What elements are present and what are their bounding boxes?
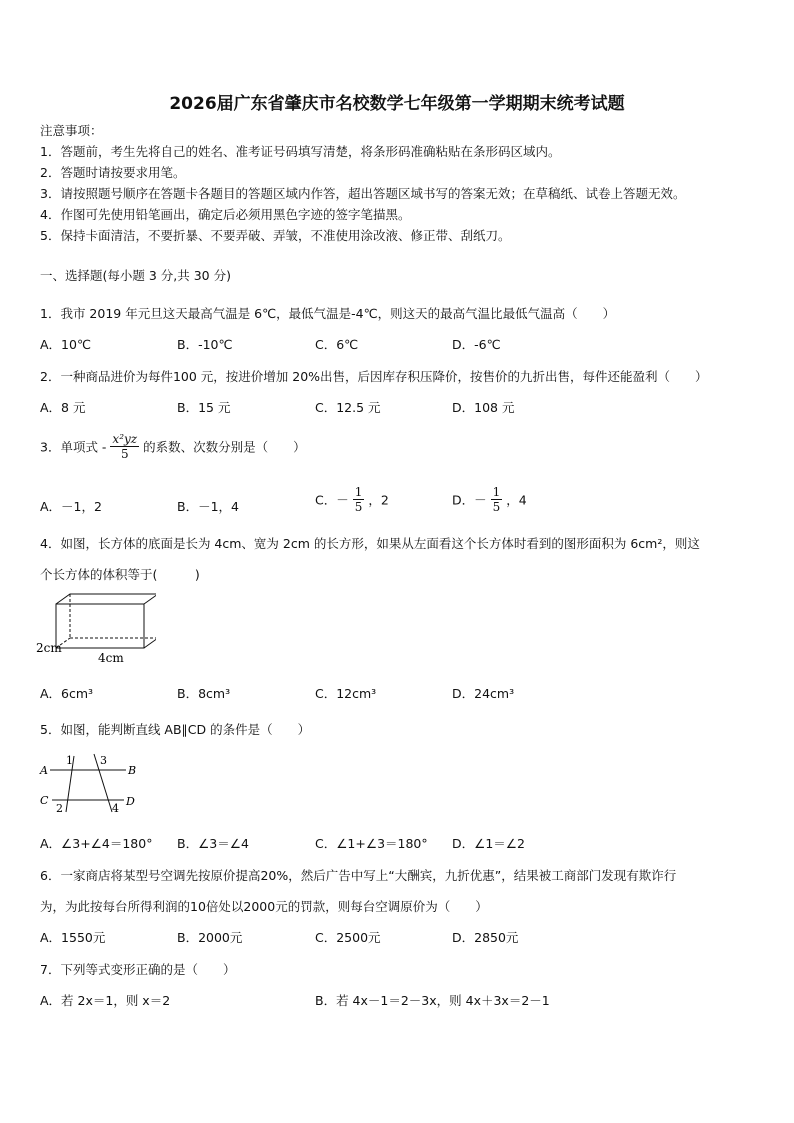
question-4-stem-line2: 个长方体的体积等于( ) — [40, 567, 200, 582]
q6-option-c: C．2500元 — [315, 930, 381, 945]
q5-option-d: D．∠1＝∠2 — [452, 836, 525, 851]
question-1-stem: 1．我市 2019 年元旦这天最高气温是 6℃，最低气温是-4℃，则这天的最高气温比最低气温高（ ） — [40, 306, 616, 321]
q3-option-c — [315, 485, 389, 514]
angle-label-1: 1 — [66, 754, 73, 767]
q6-option-a: A．1550元 — [40, 930, 106, 945]
q3-stem-prefix: 3．单项式 - — [40, 439, 107, 455]
q6-option-b: B．2000元 — [177, 930, 243, 945]
q4-option-c: C．12cm³ — [315, 686, 377, 701]
q3-option-d-prefix: D．－ — [452, 492, 487, 508]
label-c: C — [40, 794, 49, 807]
angle-label-4: 4 — [112, 802, 119, 815]
angle-label-2: 2 — [56, 802, 63, 815]
q3-monomial-fraction — [110, 432, 139, 461]
q1-option-b: B．-10℃ — [177, 337, 233, 352]
notice-heading: 注意事项： — [40, 123, 103, 138]
q3-option-d-fraction — [491, 485, 503, 514]
notice-item: 2．答题时请按要求用笔。 — [40, 165, 186, 180]
label-a: A — [40, 764, 48, 777]
q1-option-c: C．6℃ — [315, 337, 359, 352]
angle-label-3: 3 — [100, 754, 107, 767]
q5-option-b: B．∠3＝∠4 — [177, 836, 249, 851]
question-4-stem-line1: 4．如图，长方体的底面是长为 4cm、宽为 2cm 的长方形，如果从左面看这个长方体时看到的图形面积为 6cm²，则这 — [40, 536, 700, 551]
q6-option-d: D．2850元 — [452, 930, 519, 945]
q3-option-c-prefix: C．－ — [315, 492, 349, 508]
q5-option-c: C．∠1+∠3＝180° — [315, 836, 428, 851]
notice-item: 5．保持卡面清洁，不要折暴、不要弄破、弄皱，不准使用涂改液、修正带、刮纸刀。 — [40, 228, 511, 243]
q4-option-a: A．6cm³ — [40, 686, 94, 701]
q3-option-d-suffix: ，4 — [506, 492, 527, 508]
q5-option-a: A．∠3+∠4＝180° — [40, 836, 153, 851]
page-title: 2026届广东省肇庆市名校数学七年级第一学期期末统考试题 — [169, 94, 625, 114]
parallel-lines-figure — [36, 750, 146, 818]
q7-option-b: B．若 4x－1＝2－3x，则 4x＋3x＝2－1 — [315, 993, 550, 1008]
q3-option-c-denominator: 5 — [354, 500, 363, 514]
q4-option-d: D．24cm³ — [452, 686, 515, 701]
q3-option-b: B．－1，4 — [177, 499, 239, 514]
notice-item: 1．答题前，考生先将自己的姓名、准考证号码填写清楚，将条形码准确粘贴在条形码区域内。 — [40, 144, 561, 159]
q1-option-d: D．-6℃ — [452, 337, 501, 352]
q3-stem-suffix: 的系数、次数分别是（ ） — [143, 439, 306, 455]
q3-option-d-denominator: 5 — [492, 500, 501, 514]
q3-fraction-denominator: 5 — [120, 447, 129, 461]
cuboid-figure — [36, 590, 156, 666]
question-2-stem: 2．一种商品进价为每件100 元，按进价增加 20%出售，后因库存积压降价，按售价的九折出售，每件还能盈利（ ） — [40, 369, 708, 384]
label-b: B — [128, 764, 137, 777]
q4-option-b: B．8cm³ — [177, 686, 231, 701]
cuboid-front-face — [56, 604, 144, 648]
notice-item: 4．作图可先使用铅笔画出，确定后必须用黑色字迹的签字笔描黑。 — [40, 207, 411, 222]
q1-option-a: A．10℃ — [40, 337, 91, 352]
cuboid-top-edges — [56, 594, 156, 604]
question-7-stem: 7．下列等式变形正确的是（ ） — [40, 962, 236, 977]
q3-option-c-numerator: 1 — [354, 485, 363, 499]
q3-option-c-fraction — [353, 485, 365, 514]
question-5-stem: 5．如图，能判断直线 AB∥CD 的条件是（ ） — [40, 722, 311, 737]
q2-option-b: B．15 元 — [177, 400, 231, 415]
section-heading: 一、选择题(每小题 3 分,共 30 分) — [40, 268, 231, 283]
cuboid-width-label: 2cm — [36, 641, 62, 655]
cuboid-length-label: 4cm — [98, 651, 124, 665]
q2-option-a: A．8 元 — [40, 400, 86, 415]
q3-option-d-numerator: 1 — [492, 485, 501, 499]
notice-item: 3．请按照题号顺序在答题卡各题目的答题区域内作答，超出答题区域书写的答案无效；在草稿纸、试卷上答题无效。 — [40, 186, 686, 201]
question-3-stem — [40, 432, 306, 461]
q2-option-c: C．12.5 元 — [315, 400, 381, 415]
label-d: D — [126, 795, 135, 808]
q3-option-c-suffix: ，2 — [368, 492, 389, 508]
question-6-stem-line2: 为，为此按每台所得利润的10倍处以2000元的罚款，则每台空调原价为（ ） — [40, 899, 488, 914]
q3-option-a: A．－1，2 — [40, 499, 102, 514]
question-6-stem-line1: 6．一家商店将某型号空调先按原价提高20%，然后广告中写上“大酬宾，九折优惠”，结果被工商部门发现有欺诈行 — [40, 868, 677, 883]
q3-option-d — [452, 485, 527, 514]
q3-fraction-numerator: x²yz — [112, 432, 138, 446]
q7-option-a: A．若 2x＝1，则 x＝2 — [40, 993, 171, 1008]
q2-option-d: D．108 元 — [452, 400, 515, 415]
